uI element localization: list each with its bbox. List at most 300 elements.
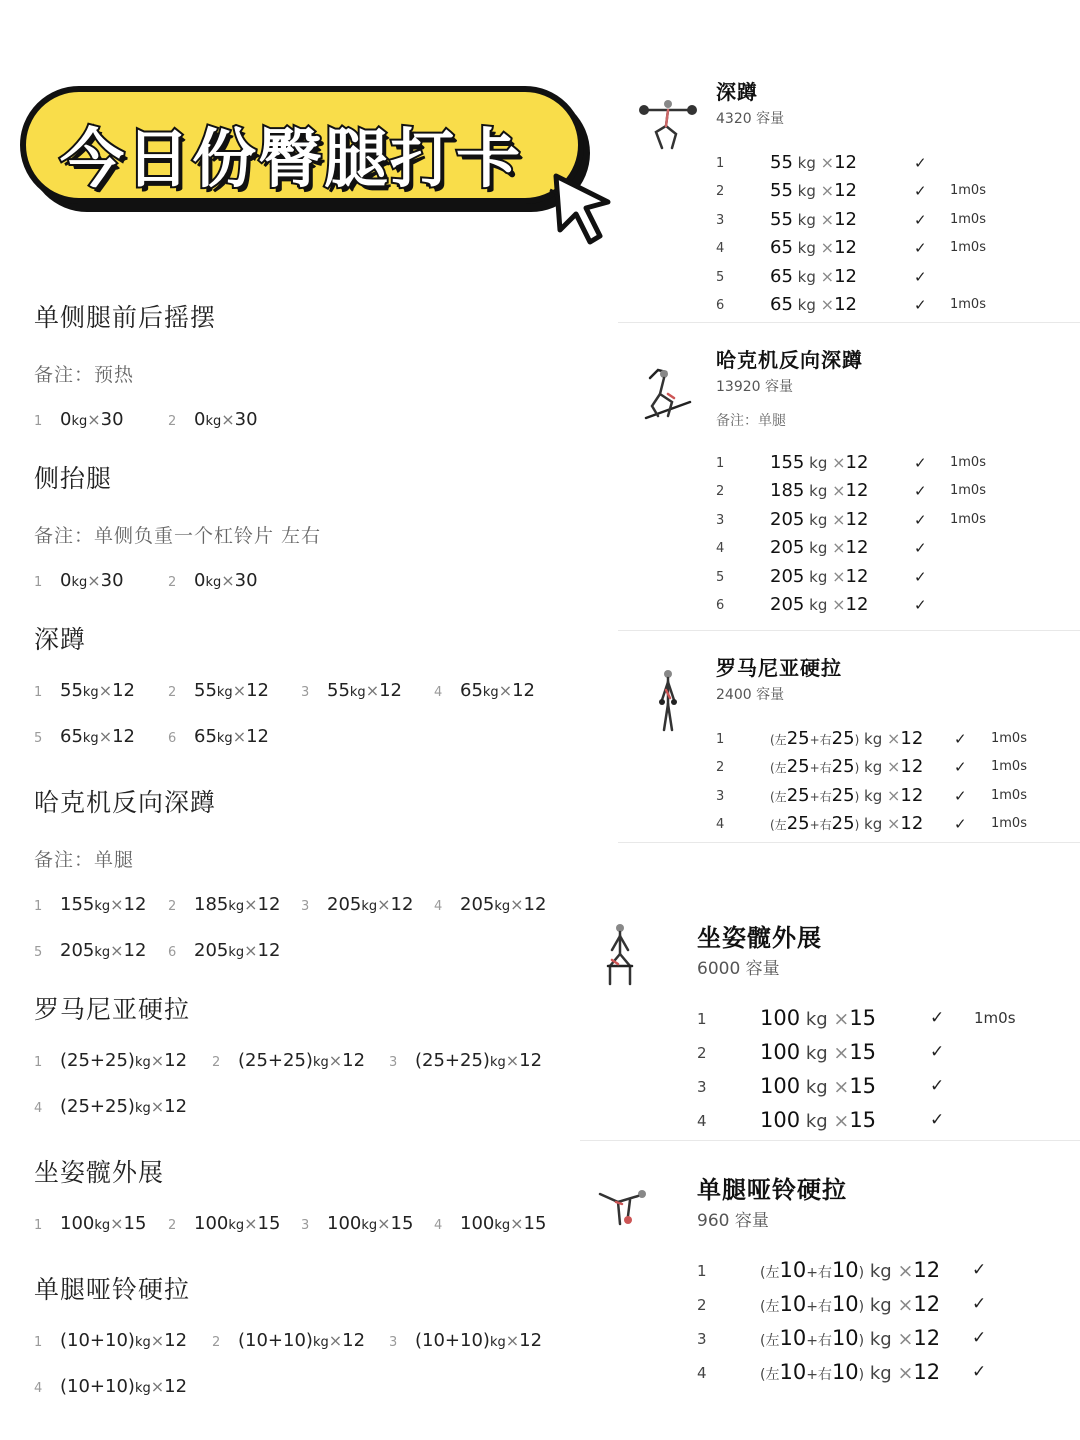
rest-time: 1m0s (991, 787, 1027, 803)
card-volume: 2400 容量 (716, 687, 785, 703)
set-index: 2 (716, 184, 725, 200)
times-sign: × (110, 1214, 124, 1233)
times-sign: × (887, 757, 901, 777)
set-unit: kg (82, 731, 99, 746)
check-icon[interactable]: ✓ (914, 296, 927, 314)
times-sign: × (833, 1042, 850, 1064)
hip-abduction-figure-icon (590, 920, 650, 994)
left-weight: 25 (786, 756, 810, 778)
set-weight: 100 (760, 1108, 801, 1132)
set-value (760, 1006, 876, 1030)
set-item (168, 680, 269, 701)
set-value (770, 756, 923, 777)
set-unit: kg (800, 1077, 834, 1098)
exercise-title: 坐姿髋外展 (34, 1158, 165, 1187)
set-index: 1 (34, 1218, 43, 1233)
exercise-block (34, 620, 574, 772)
set-item (168, 409, 258, 430)
set-index: 2 (697, 1044, 707, 1062)
set-reps: 12 (164, 1050, 188, 1071)
set-reps: 12 (845, 452, 869, 473)
set-weight: 185 (194, 894, 229, 915)
set-list (34, 570, 574, 616)
set-reps: 12 (900, 784, 924, 806)
set-unit: kg (804, 454, 833, 472)
set-weight: 205 (770, 565, 805, 587)
paren-close: ) (854, 761, 860, 776)
set-index: 6 (168, 945, 177, 960)
times-sign: × (377, 1214, 391, 1233)
set-value (770, 237, 857, 258)
set-item (168, 1213, 280, 1234)
title-banner (20, 86, 592, 214)
right-weight: 10 (831, 1292, 859, 1316)
check-icon[interactable]: ✓ (914, 510, 927, 529)
set-item (34, 940, 146, 961)
times-sign: × (150, 1051, 165, 1070)
set-weight: 65 (460, 680, 483, 701)
set-item (34, 680, 135, 701)
set-weight: 65 (770, 237, 793, 259)
set-item (34, 1330, 187, 1351)
check-icon[interactable]: ✓ (972, 1362, 987, 1382)
exercise-block (34, 1270, 574, 1422)
set-index: 2 (168, 1218, 177, 1233)
check-icon[interactable]: ✓ (954, 815, 967, 834)
set-unit: kg (489, 1055, 506, 1070)
check-icon[interactable]: ✓ (914, 454, 927, 472)
set-index: 4 (716, 241, 725, 257)
set-unit: kg (800, 1009, 834, 1030)
left-weight: 10 (779, 1258, 807, 1282)
exercise-block (34, 1153, 574, 1259)
set-value (770, 566, 868, 587)
times-sign: × (887, 814, 901, 834)
set-index: 1 (34, 414, 43, 429)
set-reps: 12 (834, 152, 857, 173)
card-title: 罗马尼亚硬拉 (716, 656, 842, 680)
set-weight: 100 (760, 1074, 801, 1098)
paren-close: ) (858, 1333, 865, 1349)
exercise-card[interactable] (618, 76, 1080, 315)
set-weight: 205 (770, 594, 805, 615)
card-title: 深蹲 (716, 80, 758, 104)
paren-close: ) (854, 789, 860, 804)
set-reps: 15 (123, 1213, 147, 1234)
set-index: 3 (301, 899, 310, 914)
times-sign: × (832, 595, 846, 614)
times-sign: × (820, 153, 835, 172)
plus-right-label: +右 (809, 818, 832, 833)
check-icon[interactable]: ✓ (930, 1110, 945, 1130)
set-index: 4 (434, 899, 443, 914)
exercise-title: 深蹲 (34, 625, 87, 654)
set-unit: kg (205, 414, 222, 429)
check-icon[interactable]: ✓ (972, 1260, 987, 1280)
times-sign: × (328, 1331, 343, 1350)
set-weight: 65 (194, 726, 217, 747)
card-volume: 4320 容量 (716, 111, 785, 127)
set-reps: 12 (257, 940, 281, 961)
rest-time: 1m0s (950, 211, 986, 227)
times-sign: × (897, 1294, 914, 1316)
set-weight: 0 (194, 570, 206, 591)
times-sign: × (897, 1260, 914, 1282)
exercise-card[interactable] (580, 916, 1080, 1132)
right-weight: 25 (831, 784, 855, 806)
set-unit: kg (792, 239, 821, 258)
exercise-title: 单侧腿前后摇摆 (34, 303, 217, 332)
set-weight: 100 (60, 1213, 95, 1234)
times-sign: × (897, 1328, 914, 1350)
set-weight: (25+25) (60, 1050, 135, 1071)
times-sign: × (221, 410, 235, 429)
set-reps: 12 (913, 1258, 941, 1282)
set-unit: kg (859, 815, 887, 834)
exercise-title: 侧抬腿 (34, 464, 113, 493)
set-index: 1 (34, 1055, 43, 1070)
set-unit: kg (134, 1055, 151, 1070)
set-unit: kg (804, 510, 833, 529)
set-index: 5 (34, 945, 43, 960)
set-weight: 100 (760, 1040, 801, 1064)
set-item (34, 409, 124, 430)
times-sign: × (98, 681, 113, 700)
set-unit: kg (859, 786, 887, 805)
set-item (168, 940, 280, 961)
set-weight: 100 (760, 1006, 801, 1030)
set-item (168, 894, 280, 915)
check-icon[interactable]: ✓ (930, 1042, 945, 1062)
set-index: 3 (389, 1335, 398, 1350)
card-note: 备注：单腿 (716, 413, 786, 429)
exercise-block (34, 459, 574, 616)
set-reps: 12 (900, 813, 924, 835)
set-reps: 12 (913, 1326, 941, 1350)
set-value (770, 266, 857, 287)
set-reps: 12 (834, 180, 857, 202)
set-unit: kg (94, 899, 111, 914)
check-icon[interactable]: ✓ (954, 730, 967, 748)
set-index: 4 (434, 1218, 443, 1233)
set-unit: kg (800, 1111, 834, 1132)
times-sign: × (833, 1008, 850, 1030)
exercise-card[interactable] (618, 652, 1080, 835)
set-weight: 55 (327, 680, 350, 701)
plus-right-label: +右 (809, 733, 832, 747)
times-sign: × (832, 481, 846, 501)
right-weight: 25 (831, 756, 855, 778)
set-unit: kg (134, 1381, 151, 1396)
set-weight: 100 (327, 1213, 362, 1234)
set-reps: 15 (849, 1074, 877, 1098)
card-volume: 13920 容量 (716, 379, 793, 395)
set-index: 1 (716, 456, 725, 471)
exercise-card[interactable] (618, 344, 1080, 615)
set-reps: 12 (123, 940, 147, 961)
set-weight: 65 (60, 726, 83, 747)
set-value (760, 1258, 940, 1282)
set-item (212, 1050, 365, 1071)
times-sign: × (244, 1214, 258, 1233)
times-sign: × (820, 295, 835, 314)
times-sign: × (897, 1362, 914, 1384)
times-sign: × (150, 1331, 165, 1350)
check-icon[interactable]: ✓ (972, 1294, 987, 1314)
set-index: 4 (434, 685, 443, 700)
set-value (760, 1074, 876, 1098)
set-value (760, 1326, 940, 1350)
set-weight: 55 (60, 680, 83, 701)
set-reps: 12 (523, 894, 547, 915)
set-index: 1 (697, 1262, 707, 1280)
set-reps: 30 (234, 570, 258, 591)
set-reps: 12 (112, 726, 135, 747)
times-sign: × (887, 729, 901, 748)
set-index: 2 (168, 414, 177, 429)
times-sign: × (833, 1110, 850, 1132)
set-weight: 0 (194, 409, 206, 430)
check-icon[interactable]: ✓ (930, 1008, 945, 1028)
set-item (212, 1330, 365, 1351)
set-weight: 55 (770, 152, 793, 173)
single-leg-deadlift-figure-icon (590, 1172, 650, 1246)
check-icon[interactable]: ✓ (914, 239, 927, 258)
set-reps: 15 (523, 1213, 547, 1234)
set-unit: kg (804, 596, 833, 614)
hack-squat-figure-icon (638, 358, 698, 432)
set-index: 6 (168, 731, 177, 746)
set-reps: 12 (834, 237, 857, 259)
times-sign: × (232, 727, 247, 746)
set-reps: 12 (845, 594, 869, 615)
set-index: 5 (716, 569, 725, 585)
set-reps: 12 (845, 565, 869, 587)
set-value (760, 1360, 940, 1384)
set-unit: kg (228, 945, 245, 960)
set-reps: 12 (834, 208, 857, 230)
times-sign: × (87, 410, 101, 429)
set-unit: kg (804, 567, 833, 586)
set-weight: 65 (770, 265, 793, 287)
right-weight: 10 (831, 1360, 859, 1384)
set-index: 3 (716, 788, 725, 804)
card-volume: 6000 容量 (697, 959, 780, 979)
set-unit: kg (792, 267, 821, 286)
times-sign: × (820, 266, 835, 286)
set-index: 4 (697, 1364, 707, 1382)
set-item (34, 1050, 187, 1071)
set-unit: kg (859, 758, 887, 777)
left-weight: 10 (779, 1292, 807, 1316)
set-reps: 12 (390, 894, 414, 915)
set-unit: kg (216, 731, 233, 746)
card-divider (618, 630, 1080, 631)
rest-time: 1m0s (950, 483, 986, 499)
times-sign: × (232, 681, 247, 700)
check-icon[interactable]: ✓ (972, 1328, 987, 1348)
set-reps: 12 (379, 680, 402, 701)
set-item (434, 1213, 546, 1234)
times-sign: × (498, 681, 513, 700)
card-divider (618, 322, 1080, 323)
set-item (389, 1050, 542, 1071)
times-sign: × (244, 895, 258, 914)
set-reps: 30 (100, 409, 124, 430)
card-title: 单腿哑铃硬拉 (697, 1176, 847, 1204)
set-index: 2 (212, 1055, 221, 1070)
set-index: 4 (697, 1112, 707, 1130)
set-reps: 12 (342, 1050, 366, 1071)
set-reps: 12 (845, 537, 869, 559)
set-weight: (25+25) (60, 1096, 135, 1117)
set-reps: 12 (834, 265, 857, 287)
set-unit: kg (864, 1261, 898, 1282)
check-icon[interactable]: ✓ (914, 267, 927, 286)
check-icon[interactable]: ✓ (930, 1076, 945, 1096)
set-value (770, 728, 923, 749)
check-icon[interactable]: ✓ (914, 182, 927, 201)
times-sign: × (820, 238, 835, 258)
exercise-block (34, 298, 574, 455)
set-unit: kg (864, 1363, 898, 1384)
set-weight: (10+10) (60, 1376, 135, 1397)
exercise-card[interactable] (580, 1168, 1080, 1384)
times-sign: × (221, 571, 235, 590)
set-item (301, 894, 413, 915)
set-weight: (10+10) (60, 1330, 135, 1351)
set-index: 1 (34, 1335, 43, 1350)
set-reps: 12 (112, 680, 135, 701)
set-unit: kg (804, 482, 833, 501)
left-weight: 10 (779, 1360, 807, 1384)
check-icon[interactable]: ✓ (954, 758, 967, 777)
times-sign: × (110, 941, 124, 960)
set-index: 3 (389, 1055, 398, 1070)
set-value (770, 209, 857, 230)
times-sign: × (832, 538, 846, 558)
set-weight: (25+25) (415, 1050, 490, 1071)
set-reps: 15 (390, 1213, 414, 1234)
set-reps: 15 (849, 1040, 877, 1064)
set-value (770, 480, 868, 501)
set-index: 5 (716, 269, 725, 285)
set-value (770, 509, 868, 530)
set-index: 2 (212, 1335, 221, 1350)
set-reps: 12 (913, 1360, 941, 1384)
set-unit: kg (859, 730, 887, 748)
card-volume: 960 容量 (697, 1211, 769, 1231)
right-weight: 25 (831, 728, 855, 749)
times-sign: × (832, 453, 846, 472)
set-item (34, 570, 124, 591)
set-unit: kg (864, 1329, 898, 1350)
check-icon[interactable]: ✓ (914, 210, 927, 229)
set-index: 1 (34, 575, 43, 590)
rest-time: 1m0s (991, 816, 1027, 832)
set-unit: kg (71, 414, 88, 429)
plus-right-label: +右 (806, 1265, 832, 1281)
set-reps: 12 (900, 728, 924, 749)
set-item (301, 680, 402, 701)
times-sign: × (150, 1377, 165, 1396)
set-index: 2 (697, 1296, 707, 1314)
set-index: 2 (716, 484, 725, 500)
right-weight: 10 (831, 1258, 859, 1282)
rest-time: 1m0s (950, 183, 986, 199)
set-weight: 205 (460, 894, 495, 915)
set-unit: kg (228, 1218, 245, 1233)
set-reps: 30 (234, 409, 258, 430)
check-icon[interactable]: ✓ (914, 567, 927, 586)
times-sign: × (505, 1051, 520, 1070)
set-reps: 15 (849, 1108, 877, 1132)
rest-time: 1m0s (950, 240, 986, 256)
set-item (34, 726, 135, 747)
times-sign: × (244, 941, 258, 960)
set-value (770, 294, 857, 315)
set-reps: 12 (845, 508, 869, 530)
set-index: 1 (716, 732, 725, 747)
set-weight: 55 (770, 180, 793, 202)
set-reps: 12 (512, 680, 535, 701)
set-unit: kg (804, 539, 833, 558)
set-list (34, 1213, 574, 1259)
set-index: 4 (716, 541, 725, 557)
set-unit: kg (489, 1335, 506, 1350)
set-weight: 0 (60, 570, 72, 591)
set-weight: 0 (60, 409, 72, 430)
times-sign: × (110, 895, 124, 914)
set-unit: kg (82, 685, 99, 700)
set-weight: 155 (770, 452, 805, 473)
exercise-note: 备注：预热 (34, 364, 135, 386)
set-unit: kg (312, 1055, 329, 1070)
set-index: 2 (168, 575, 177, 590)
set-value (760, 1040, 876, 1064)
check-icon[interactable]: ✓ (914, 596, 927, 614)
set-weight: 55 (194, 680, 217, 701)
exercise-note: 备注：单侧负重一个杠铃片 左右 (34, 525, 322, 547)
exercise-title: 哈克机反向深蹲 (34, 788, 217, 817)
times-sign: × (150, 1097, 165, 1116)
set-weight: 205 (770, 537, 805, 559)
set-unit: kg (312, 1335, 329, 1350)
set-index: 1 (716, 156, 725, 171)
set-index: 3 (301, 1218, 310, 1233)
paren-left-label: (左 (760, 1299, 780, 1315)
check-icon[interactable]: ✓ (954, 786, 967, 805)
check-icon[interactable]: ✓ (914, 539, 927, 558)
card-title: 坐姿髋外展 (697, 924, 822, 952)
set-unit: kg (71, 575, 88, 590)
left-weight: 25 (786, 813, 810, 835)
set-list (34, 680, 574, 772)
check-icon[interactable]: ✓ (914, 154, 927, 172)
plus-right-label: +右 (806, 1299, 832, 1315)
exercise-block (34, 990, 574, 1142)
set-weight: 100 (460, 1213, 495, 1234)
left-weight: 10 (779, 1326, 807, 1350)
check-icon[interactable]: ✓ (914, 482, 927, 501)
set-reps: 12 (257, 894, 281, 915)
set-index: 3 (697, 1330, 707, 1348)
times-sign: × (98, 727, 113, 746)
paren-close: ) (854, 818, 860, 833)
set-list (34, 409, 574, 455)
squat-figure-icon (638, 90, 698, 164)
card-divider (580, 1140, 1080, 1141)
